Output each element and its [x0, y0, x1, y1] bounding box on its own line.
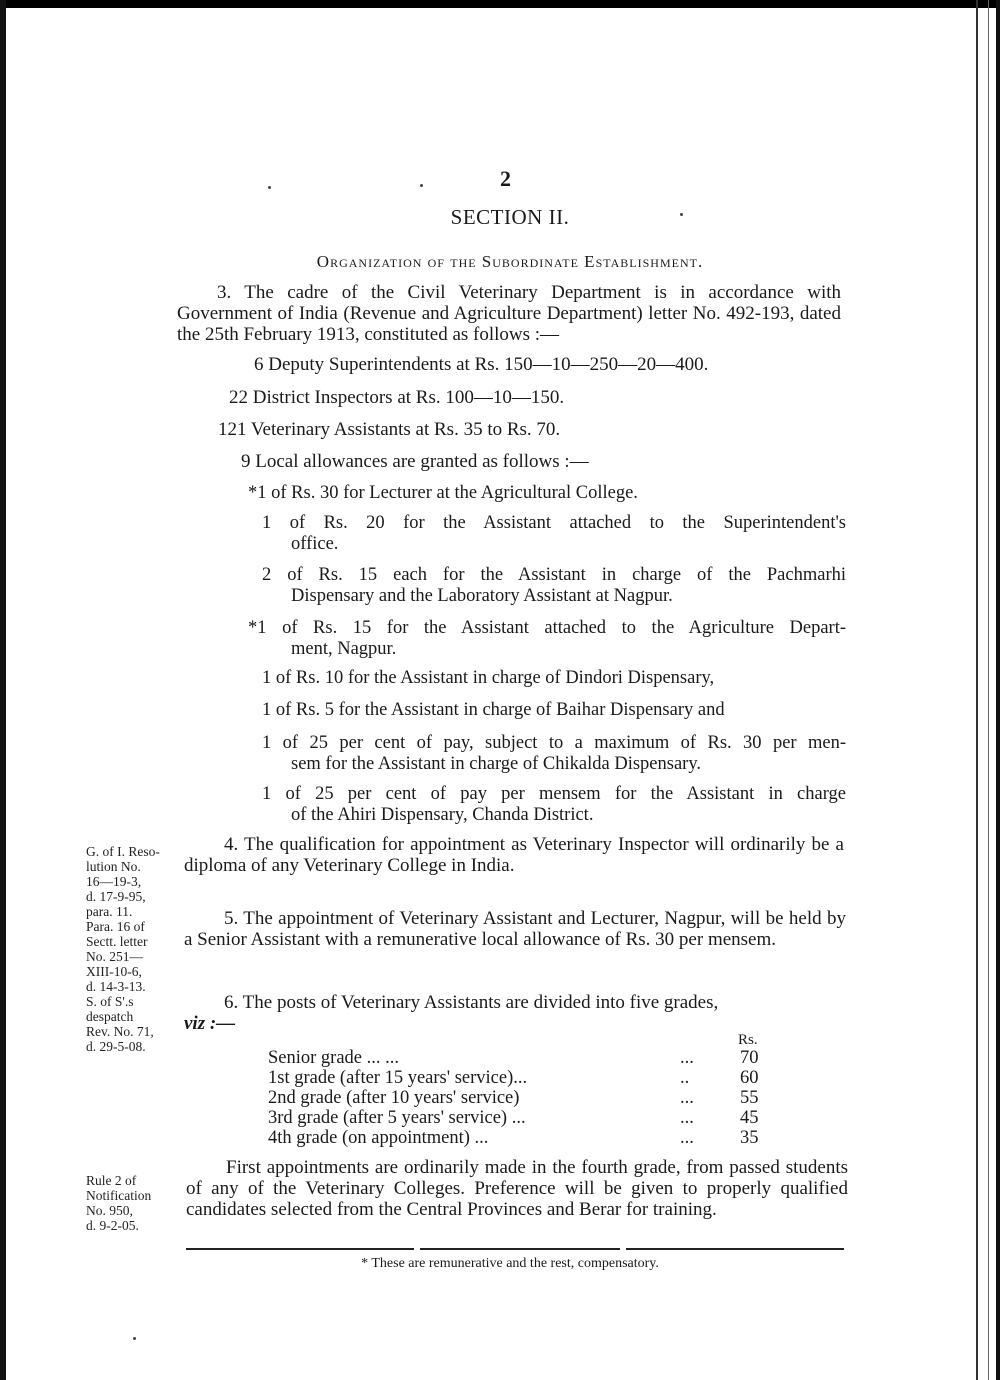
grade-pay: 70 — [740, 1048, 759, 1068]
allowance-item — [262, 668, 846, 689]
allowance-item — [262, 700, 846, 721]
grade-leader-dots: ... — [680, 1048, 694, 1068]
scan-speck — [268, 186, 271, 189]
allowance-item — [248, 618, 846, 660]
allowance-text-continued: sem for the Assistant in charge of Chikalda Dispensary. — [291, 754, 701, 774]
section-title: SECTION II. — [450, 205, 570, 229]
grade-row — [268, 1048, 788, 1068]
paragraph-4 — [184, 834, 844, 876]
grade-leader-dots: .. — [680, 1068, 690, 1088]
allowance-count: 1 — [262, 668, 272, 688]
grade-pay: 35 — [740, 1128, 759, 1148]
page-number: 2 — [500, 166, 511, 191]
paragraph-5 — [184, 908, 846, 950]
allowance-text-continued: of the Ahiri Dispensary, Chanda District. — [291, 805, 594, 825]
allowance-text: of Rs. 10 for the Assistant in charge of Dindori Dispensary, — [275, 668, 715, 688]
footnote-divider — [420, 1248, 620, 1250]
allowance-text: of Rs. 5 for the Assistant in charge of Baihar Dispensary and — [275, 700, 725, 720]
allowance-text-continued: Dispensary and the Laboratory Assistant at Nagpur. — [291, 586, 673, 606]
allowance-count: *1 — [248, 618, 267, 638]
allowance-text: of 25 per cent of pay, subject to a maximum of Rs. 30 per men- — [282, 733, 847, 753]
paragraph-4-text: 4. The qualification for appointment as Veterinary Inspector will ordinarily be a diploma of any Veterinary College in India. — [184, 834, 844, 876]
scan-speck — [680, 213, 683, 216]
grade-label: Senior grade ... ... — [268, 1048, 400, 1068]
grade-row — [268, 1128, 788, 1148]
allowance-text: of Rs. 15 for the Assistant attached to the Agriculture Depart- — [282, 618, 847, 638]
paragraph-3-first-line: 3. The cadre of the Civil Veterinary Department is in accordance — [217, 282, 794, 303]
footnote: * These are remunerative and the rest, compensatory. — [361, 1256, 659, 1271]
grade-label: 4th grade (on appointment) ... — [268, 1128, 489, 1148]
footnote-divider — [186, 1248, 414, 1250]
section-subtitle: Organization of the Subordinate Establishment. — [316, 252, 704, 271]
allowance-count: 1 — [262, 784, 272, 804]
grade-pay: 45 — [740, 1108, 759, 1128]
grade-pay: 60 — [740, 1068, 759, 1088]
grades-currency-header: Rs. — [738, 1032, 758, 1048]
grade-row — [268, 1108, 788, 1128]
grade-leader-dots: ... — [680, 1088, 694, 1108]
margin-note-rule: Rule 2 of Notification No. 950, d. 9-2-05. — [86, 1173, 152, 1233]
allowance-item — [262, 733, 846, 775]
paragraph-7-rest: students of any of the Veterinary Colleges. Preference will be given to properly qualified candidates selected from the Central Provinces and Berar for training. — [186, 1157, 848, 1220]
allowance-text: of Rs. 20 for the Assistant attached to the Superintendent's — [289, 513, 846, 533]
paragraph-6 — [184, 992, 846, 1034]
scan-speck — [133, 1337, 136, 1340]
paragraph-7-first-line: First appointments are ordinarily made in the fourth grade, from passed — [226, 1157, 780, 1178]
cadre-line-district-inspectors: 22 District Inspectors at Rs. 100—10—150. — [229, 387, 565, 408]
allowance-count: 1 — [262, 700, 272, 720]
paragraph-5-text: 5. The appointment of Veterinary Assistant and Lecturer, Nagpur, will be held by a Senior Assistant with a remunerative local allowance of Rs. 30 per mensem. — [184, 908, 846, 950]
paragraph-7 — [186, 1157, 848, 1220]
grade-row — [268, 1088, 788, 1108]
scan-border-top — [0, 0, 1000, 8]
grade-row — [268, 1068, 788, 1088]
allowance-item — [262, 565, 846, 607]
allowance-text: of Rs. 15 each for the Assistant in charge of the Pachmarhi — [287, 565, 846, 585]
scan-speck — [420, 184, 423, 187]
allowance-text-continued: office. — [291, 534, 339, 554]
allowance-text: of Rs. 30 for Lecturer at the Agricultural College. — [271, 483, 638, 503]
paragraph-3-rest: with Government of India (Revenue and Agriculture Department) letter No. 492-193, dated the 25th February 1913, constituted as follows :— — [177, 282, 842, 345]
allowance-text: of 25 per cent of pay per mensem for the Assistant in charge — [285, 784, 847, 804]
viz-label: viz :— — [184, 1013, 236, 1034]
allowance-count: *1 — [248, 483, 267, 503]
allowance-item — [248, 483, 848, 504]
allowance-count: 1 — [262, 733, 272, 753]
cadre-line-veterinary-assistants: 121 Veterinary Assistants at Rs. 35 to Rs. 70. — [218, 419, 561, 440]
grade-leader-dots: ... — [680, 1108, 694, 1128]
paragraph-3 — [177, 282, 841, 345]
cadre-line-local-allowances: 9 Local allowances are granted as follows :— — [241, 451, 589, 472]
grade-pay: 55 — [740, 1088, 759, 1108]
grade-label: 1st grade (after 15 years' service)... — [268, 1068, 528, 1088]
allowance-item — [262, 513, 846, 555]
footnote-divider — [626, 1248, 844, 1250]
margin-note-references: G. of I. Reso- lution No. 16—19-3, d. 17-9-95, para. 11. Para. 16 of Sectt. letter No. 251— XIII-10-6, d. 14-3-13. S. of S'.s despatch Rev. No. 71, d. 29-5-08. — [86, 844, 160, 1054]
allowance-item — [262, 784, 846, 826]
grade-leader-dots: ... — [680, 1128, 694, 1148]
grade-label: 3rd grade (after 5 years' service) ... — [268, 1108, 526, 1128]
allowance-count: 2 — [262, 565, 272, 585]
paragraph-6-text: 6. The posts of Veterinary Assistants are divided into five grades, — [224, 992, 719, 1013]
grade-label: 2nd grade (after 10 years' service) — [268, 1088, 520, 1108]
allowance-text-continued: ment, Nagpur. — [291, 639, 397, 659]
cadre-line-deputy-superintendents: 6 Deputy Superintendents at Rs. 150—10—250—20—400. — [254, 354, 709, 375]
allowance-count: 1 — [262, 513, 272, 533]
